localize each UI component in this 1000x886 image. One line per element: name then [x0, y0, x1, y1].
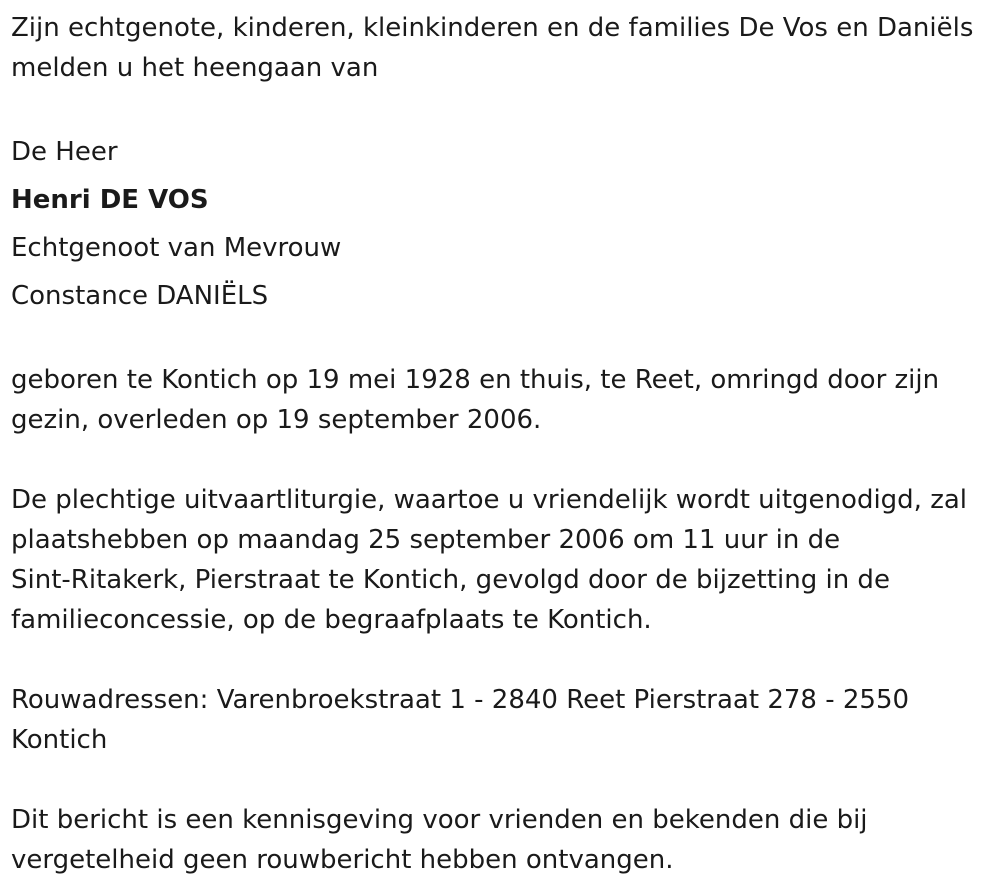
funeral-paragraph	[11, 480, 991, 640]
intro-paragraph	[11, 8, 991, 88]
paragraph-line: familieconcessie, op de begraafplaats te Kontich.	[11, 605, 652, 635]
honorific: De Heer	[11, 137, 118, 167]
paragraph-line: Kontich	[11, 725, 108, 755]
paragraph-line: Dit bericht is een kennisgeving voor vrienden en bekenden die bij	[11, 805, 868, 835]
spouse-name: Constance DANIËLS	[11, 281, 269, 311]
paragraph-line: Sint-Ritakerk, Pierstraat te Kontich, gevolgd door de bijzetting in de	[11, 565, 890, 595]
obituary-notice	[11, 8, 991, 880]
birth-death-paragraph	[11, 360, 991, 440]
paragraph-line: De plechtige uitvaartliturgie, waartoe u vriendelijk wordt uitgenodigd, zal	[11, 485, 968, 515]
intro-line: Zijn echtgenote, kinderen, kleinkinderen en de families De Vos en Daniëls	[11, 13, 974, 43]
addresses-paragraph	[11, 680, 991, 760]
paragraph-line: vergetelheid geen rouwbericht hebben ontvangen.	[11, 845, 674, 875]
deceased-block	[11, 128, 991, 320]
intro-line: melden u het heengaan van	[11, 53, 379, 83]
paragraph-line: Rouwadressen: Varenbroekstraat 1 - 2840 Reet Pierstraat 278 - 2550	[11, 685, 910, 715]
notice-paragraph	[11, 800, 991, 880]
deceased-name: Henri DE VOS	[11, 185, 209, 215]
paragraph-line: gezin, overleden op 19 september 2006.	[11, 405, 542, 435]
paragraph-line: geboren te Kontich op 19 mei 1928 en thuis, te Reet, omringd door zijn	[11, 365, 940, 395]
spouse-line: Echtgenoot van Mevrouw	[11, 233, 342, 263]
paragraph-line: plaatshebben op maandag 25 september 2006 om 11 uur in de	[11, 525, 841, 555]
